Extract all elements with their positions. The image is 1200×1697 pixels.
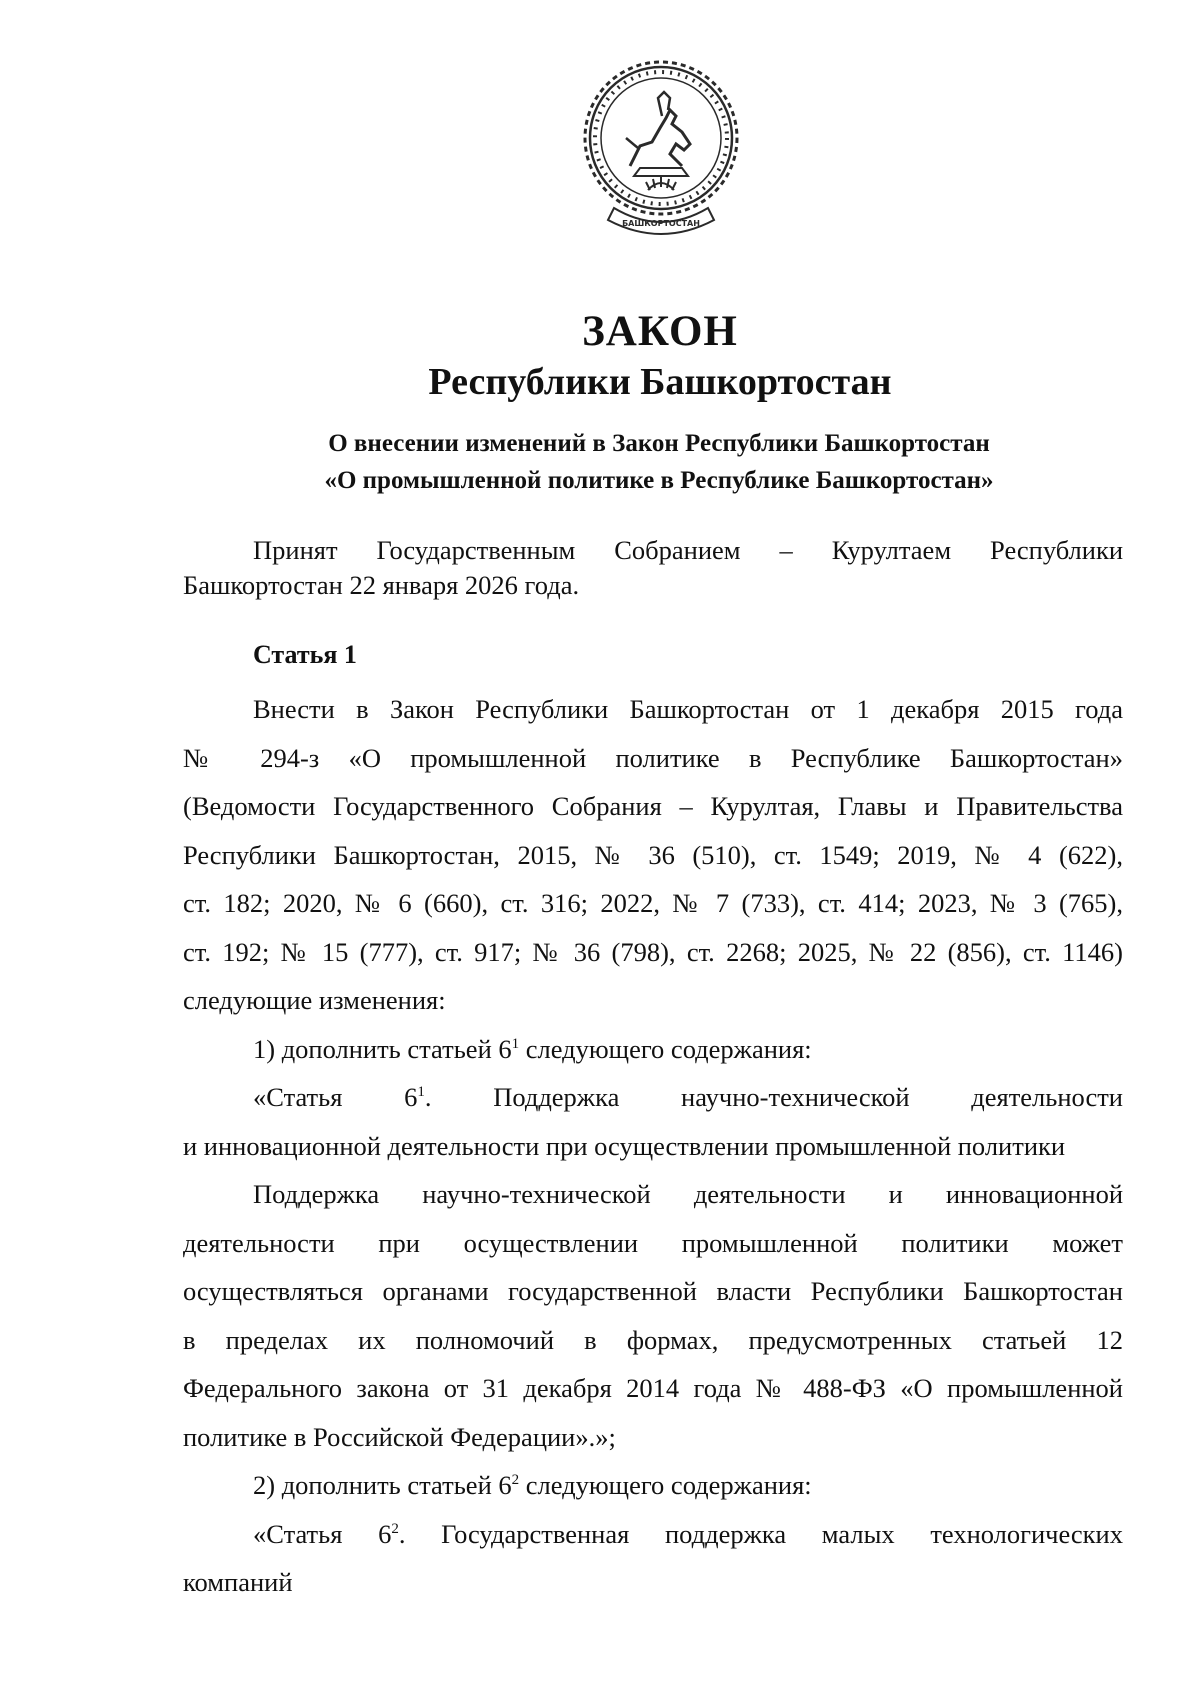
article-6-1-text-line-6: политике в Российской Федерации».»;	[183, 1421, 616, 1452]
coat-of-arms-emblem	[578, 58, 744, 246]
article-6-1-heading-line-2: и инновационной деятельности при осуществлении промышленной политики	[183, 1130, 1066, 1161]
document-title: ЗАКОН	[582, 308, 738, 355]
article-6-1-text-line-5: Федерального закона от 31 декабря 2014 года № 488-ФЗ «О промышленной	[183, 1373, 1123, 1403]
law-subject	[0, 425, 1200, 499]
article-6-1-text-line-3: осуществляться органами государственной власти Республики Башкортостан	[183, 1276, 1123, 1306]
item-2-text-end: следующего содержания:	[519, 1470, 812, 1500]
document-subtitle: Республики Башкортостан	[428, 361, 892, 403]
adoption-line-1: Принят Государственным Собранием – Курултаем Республики	[253, 535, 1123, 565]
intro-line-3: (Ведомости Государственного Собрания – Курултая, Главы и Правительства	[183, 791, 1123, 821]
amendment-item-2	[183, 1461, 1123, 1510]
article-6-1-text-line-1: Поддержка научно-технической деятельности и инновационной	[253, 1179, 1123, 1209]
article-6-2-heading-line-2: компаний	[183, 1567, 293, 1597]
intro-line-5: ст. 182; 2020, № 6 (660), ст. 316; 2022, № 7 (733), ст. 414; 2023, № 3 (765),	[183, 888, 1123, 918]
article-6-1-superscript: 1	[417, 1084, 425, 1101]
article-6-1-text-line-4: в пределах их полномочий в формах, предусмотренных статьей 12	[183, 1324, 1123, 1355]
article-6-1-label: «Статья 6	[253, 1082, 418, 1112]
article-6-1-title: . Поддержка научно-технической деятельности	[424, 1082, 1123, 1112]
article-6-2-superscript: 2	[391, 1520, 399, 1537]
article-6-2-heading	[183, 1510, 1123, 1559]
emblem-ribbon-text: БАШКОРТОСТАН	[622, 219, 700, 228]
intro-line-7: следующие изменения:	[183, 985, 446, 1015]
item-2-text: 2) дополнить статьей 6	[253, 1470, 512, 1500]
intro-line-2: № 294-з «О промышленной политике в Республике Башкортостан»	[183, 742, 1123, 773]
article-heading: Статья 1	[253, 640, 357, 669]
article-6-2-title: . Государственная поддержка малых технологических	[398, 1518, 1123, 1549]
subject-line-2: «О промышленной политике в Республике Башкортостан»	[324, 467, 994, 494]
item-2-superscript: 2	[511, 1472, 520, 1489]
subject-line-1: О внесении изменений в Закон Республики Башкортостан	[328, 430, 990, 457]
article-body	[183, 685, 1123, 1607]
intro-line-4: Республики Башкортостан, 2015, № 36 (510), ст. 1549; 2019, № 4 (622),	[183, 839, 1123, 870]
adoption-line-2: Башкортостан 22 января 2026 года.	[183, 570, 580, 600]
intro-line-6: ст. 192; № 15 (777), ст. 917; № 36 (798), ст. 2268; 2025, № 22 (856), ст. 1146)	[183, 936, 1123, 967]
adoption-statement	[183, 533, 1123, 603]
article-6-1-heading	[183, 1073, 1123, 1122]
item-1-superscript: 1	[511, 1035, 520, 1052]
intro-line-1: Внести в Закон Республики Башкортостан от 1 декабря 2015 года	[253, 694, 1123, 724]
article-6-1-text-line-2: деятельности при осуществлении промышленной политики может	[183, 1227, 1123, 1258]
item-1-text-end: следующего содержания:	[519, 1033, 812, 1064]
amendment-item-1	[183, 1025, 1123, 1074]
item-1-text: 1) дополнить статьей 6	[253, 1033, 512, 1064]
article-6-2-label: «Статья 6	[253, 1518, 392, 1549]
